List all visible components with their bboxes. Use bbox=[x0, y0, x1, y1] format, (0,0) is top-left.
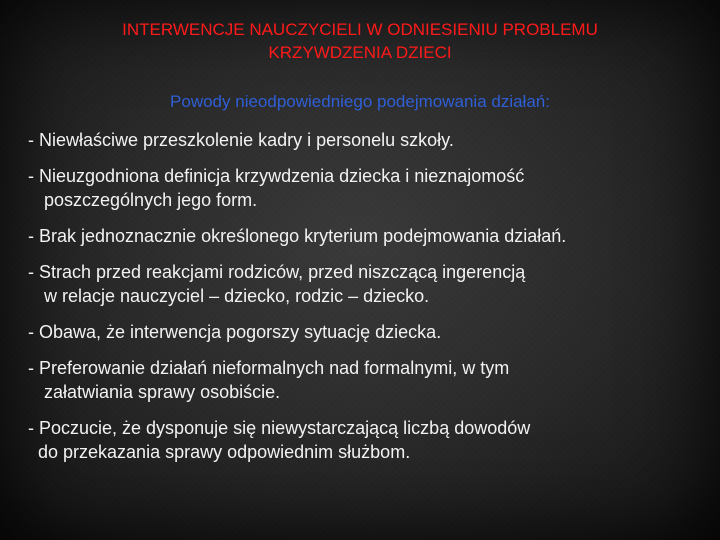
list-item bbox=[28, 356, 698, 404]
list-item-continuation: do przekazania sprawy odpowiednim służbom. bbox=[38, 442, 411, 462]
list-item bbox=[28, 128, 698, 152]
list-item-continuation: poszczególnych jego form. bbox=[44, 190, 258, 210]
list-item-text: - Brak jednoznacznie określonego kryterium podejmowania działań. bbox=[28, 226, 567, 246]
bullet-list bbox=[28, 128, 698, 464]
list-item bbox=[28, 320, 698, 344]
list-item-text: - Preferowanie działań nieformalnych nad formalnymi, w tym bbox=[28, 358, 510, 378]
list-item-continuation: załatwiania sprawy osobiście. bbox=[44, 382, 281, 402]
list-item-text: - Obawa, że interwencja pogorszy sytuację dziecka. bbox=[28, 322, 442, 342]
slide-title bbox=[70, 18, 650, 64]
list-item bbox=[28, 260, 698, 308]
slide-subtitle: Powody nieodpowiedniego podejmowania działań: bbox=[170, 92, 550, 111]
slide-title-line-1: INTERWENCJE NAUCZYCIELI W ODNIESIENIU PROBLEMU bbox=[122, 20, 598, 39]
list-item bbox=[28, 164, 698, 212]
list-item-text: - Strach przed reakcjami rodziców, przed niszczącą ingerencją bbox=[28, 262, 526, 282]
list-item-continuation: w relacje nauczyciel – dziecko, rodzic – dziecko. bbox=[44, 286, 430, 306]
list-item-text: - Poczucie, że dysponuje się niewystarczającą liczbą dowodów bbox=[28, 418, 531, 438]
list-item-text: - Niewłaściwe przeszkolenie kadry i personelu szkoły. bbox=[28, 130, 454, 150]
list-item-text: - Nieuzgodniona definicja krzywdzenia dziecka i nieznajomość bbox=[28, 166, 525, 186]
slide-title-line-2: KRZYWDZENIA DZIECI bbox=[268, 43, 452, 62]
list-item bbox=[28, 224, 698, 248]
list-item bbox=[28, 416, 698, 464]
